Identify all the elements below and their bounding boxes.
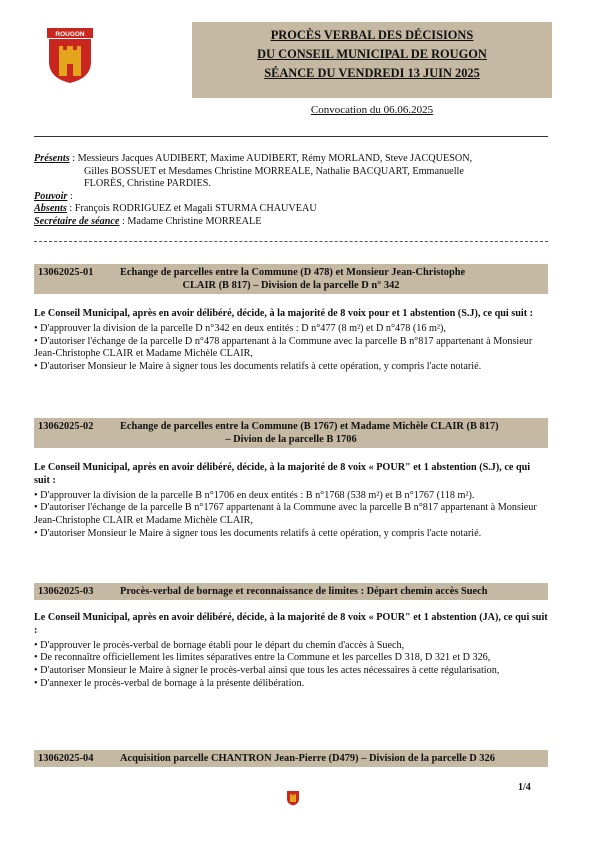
section-1-header [34, 264, 548, 294]
secretaire-label: Secrétaire de séance [34, 215, 120, 227]
pouvoir-line [34, 191, 540, 204]
section-2-header [34, 418, 548, 448]
title-line-1: PROCÈS VERBAL DES DÉCISIONS [270, 28, 474, 42]
list-item: • D'annexer le procès-verbal de bornage à la présente délibération. [34, 678, 548, 691]
section-title-line-1: Echange de parcelles entre la Commune (B 1767) et Madame Michèle CLAIR (B 817) [120, 421, 499, 432]
divider [34, 136, 548, 137]
secretaire-line [34, 216, 540, 229]
absents-text: : François RODRIGUEZ et Magali STURMA CHAUVEAU [66, 203, 317, 215]
decision-intro: Le Conseil Municipal, après en avoir délibéré, décide, à la majorité de 8 voix pour et 1 abstention (S.J), ce qui suit : [34, 308, 534, 319]
presents-text: : Messieurs Jacques AUDIBERT, Maxime AUDIBERT, Rémy MORLAND, Steve JACQUESON, [72, 153, 473, 164]
section-3-body [34, 612, 548, 691]
absents-label: Absents [34, 203, 67, 215]
section-4-header [34, 750, 548, 767]
list-item: • D'autoriser Monsieur le Maire à signer le procès-verbal ainsi que tous les actes nécessaires à cette régularisation, [34, 665, 548, 678]
section-number: 13062025-01 [38, 267, 94, 278]
presents-cont-2: FLORÈS, Christine PARDIES. [84, 178, 211, 190]
section-3-header [34, 583, 548, 600]
pouvoir-label: Pouvoir [34, 190, 68, 202]
page-number: 1/4 [518, 782, 531, 793]
secretaire-text: : Madame Christine MORREALE [119, 215, 262, 227]
list-item: • D'autoriser l'échange de la parcelle B n°1767 appartenant à la Commune avec la parcelle B n°817 appartenant à Monsieur Jean-Christophe CLAIR et Madame Michèle CLAIR, [34, 502, 548, 528]
decision-list [34, 323, 548, 374]
rougon-crest-logo [47, 28, 93, 84]
convocation-date: Convocation du 06.06.2025 [310, 104, 434, 116]
list-item: • D'autoriser Monsieur le Maire à signer tous les documents relatifs à cette opération, y compris l'acte notarié. [34, 361, 548, 374]
title-line-2: DU CONSEIL MUNICIPAL DE ROUGON [257, 47, 487, 61]
section-number: 13062025-04 [38, 753, 94, 764]
decision-intro: Le Conseil Municipal, après en avoir délibéré, décide, à la majorité de 8 voix « POUR" et 1 abstention (JA), ce qui suit : [34, 612, 548, 636]
section-title-line-1: Procès-verbal de bornage et reconnaissance de limites : Départ chemin accès Suech [120, 586, 488, 597]
rougon-crest-small-logo [286, 790, 300, 806]
list-item: • D'approuver la division de la parcelle B n°1706 en deux entités : B n°1768 (538 m²) et B n°1767 (118 m²). [34, 490, 548, 503]
list-item: • D'autoriser Monsieur le Maire à signer tous les documents relatifs à cette opération, y compris l'acte notarié. [34, 528, 548, 541]
section-title-line-1: Echange de parcelles entre la Commune (D 478) et Monsieur Jean-Christophe [120, 267, 466, 278]
pouvoir-text: : [67, 190, 73, 202]
title-line-3: SÉANCE DU VENDREDI 13 JUIN 2025 [264, 66, 480, 80]
list-item: • D'autoriser l'échange de la parcelle D n°478 appartenant à la Commune avec la parcelle B n°817 appartenant à Monsieur Jean-Christophe CLAIR et Madame Michèle CLAIR, [34, 336, 548, 362]
presents-label: Présents [34, 153, 70, 164]
decision-intro: Le Conseil Municipal, après en avoir délibéré, décide, à la majorité de 8 voix « POUR" et 1 abstention (S.J), ce qui suit : [34, 462, 531, 486]
attendance-block [34, 153, 540, 229]
section-2-body [34, 462, 548, 541]
list-item: • D'approuver la division de la parcelle D n°342 en deux entités : D n°477 (8 m²) et D n°478 (16 m²), [34, 323, 548, 336]
section-number: 13062025-03 [38, 586, 94, 597]
divider [34, 241, 548, 242]
absents-line [34, 203, 540, 216]
section-1-body [34, 308, 548, 374]
presents-line [34, 153, 540, 166]
svg-text:ROUGON: ROUGON [55, 31, 85, 38]
presents-cont-1: Gilles BOSSUET et Mesdames Christine MORREALE, Nathalie BACQUART, Emmanuelle [84, 165, 464, 177]
section-number: 13062025-02 [38, 421, 94, 432]
decision-list [34, 640, 548, 691]
list-item: • D'approuver le procès-verbal de bornage établi pour le départ du chemin d'accès à Suech, [34, 640, 548, 653]
section-title-line-2: CLAIR (B 817) – Division de la parcelle D n° 342 [182, 280, 400, 291]
section-title-line-1: Acquisition parcelle CHANTRON Jean-Pierre (D479) – Division de la parcelle D 326 [120, 753, 495, 764]
decision-list [34, 490, 548, 541]
title-banner [192, 22, 552, 98]
section-title-line-2: – Divion de la parcelle B 1706 [225, 434, 357, 445]
list-item: • De reconnaître officiellement les limites séparatives entre la Commune et les parcelles D 318, D 321 et D 326, [34, 652, 548, 665]
